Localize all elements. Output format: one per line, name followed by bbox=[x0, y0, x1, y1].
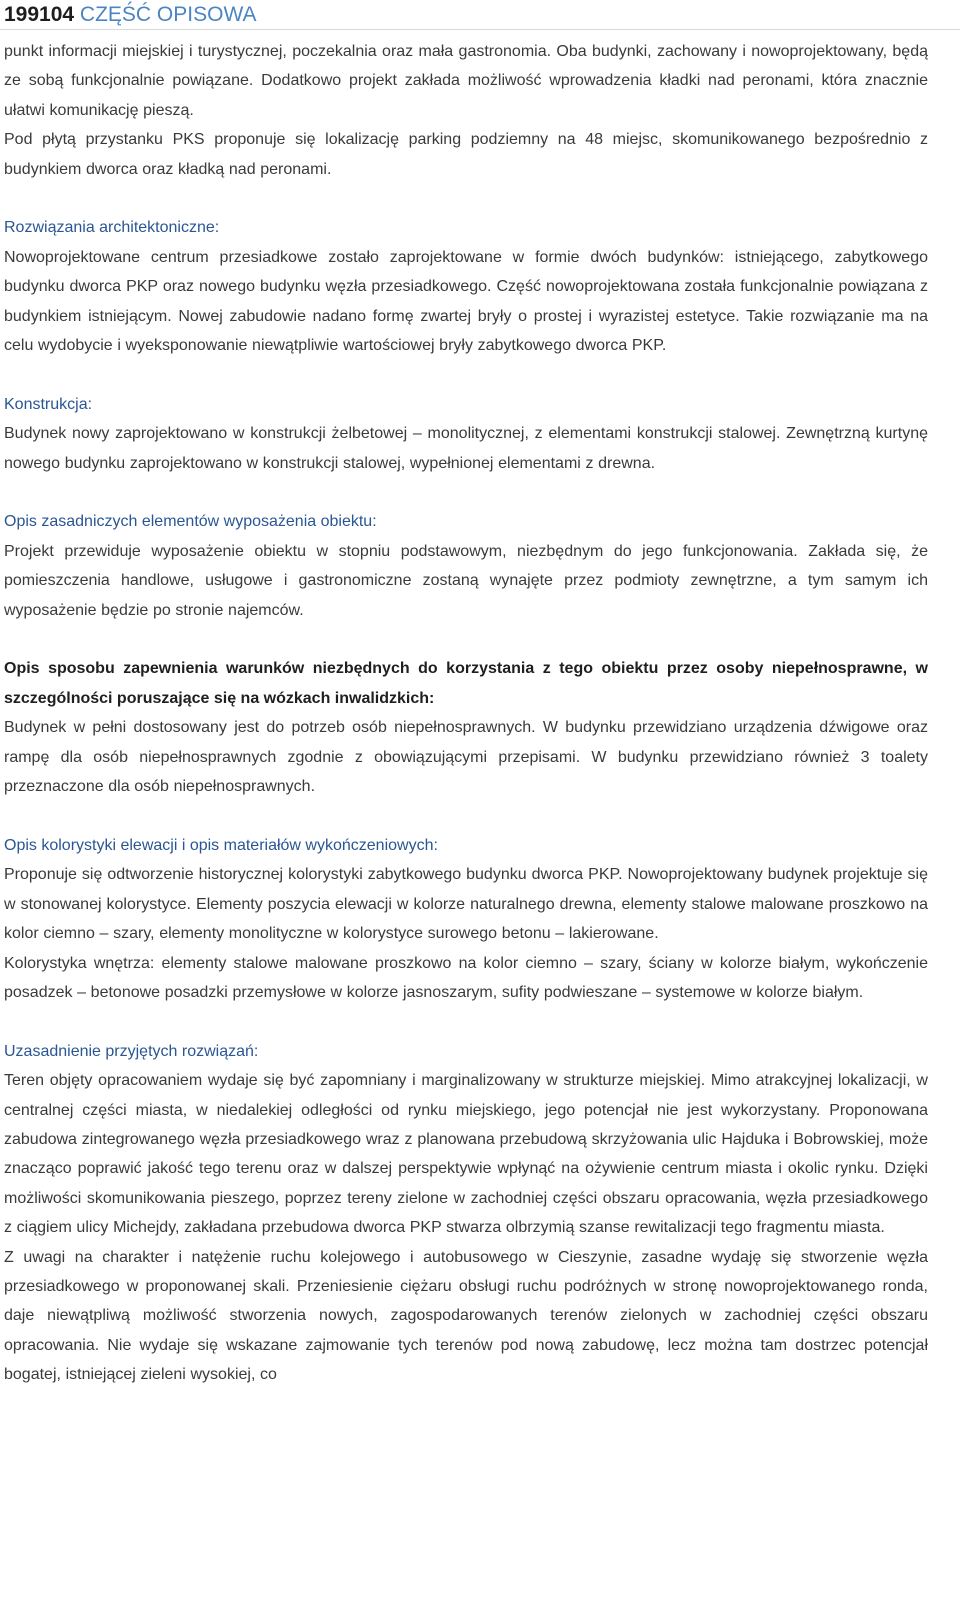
document-section-title: CZĘŚĆ OPISOWA bbox=[79, 3, 257, 26]
section-heading-accessibility: Opis sposobu zapewnienia warunków niezbędnych do korzystania z tego obiektu przez osoby niepełnosprawne, w szczególności poruszające się na wózkach inwalidzkich: bbox=[4, 660, 928, 707]
section-heading-justification: Uzasadnienie przyjętych rozwiązań: bbox=[4, 1042, 259, 1060]
intro-paragraph-1: punkt informacji miejskiej i turystycznej, poczekalnia oraz mała gastronomia. Oba budynki, zachowany i nowoprojektowany, będą ze sobą funkcjonalnie powiązane. Dodatkowo projekt zakłada możliwość wprowadzenia kładki nad peronami, która znacznie ułatwi komunikację pieszą. bbox=[4, 43, 928, 119]
spacer bbox=[4, 184, 928, 213]
section-text-colors-interior: Kolorystyka wnętrza: elementy stalowe malowane proszkowo na kolor ciemno – szary, ściany w kolorze białym, wykończenie posadzek – betonowe posadzki przemysłowe w kolorze jasnoszarym, sufity podwieszane – systemowe w kolorze białym. bbox=[4, 954, 928, 1001]
section-text-accessibility: Budynek w pełni dostosowany jest do potrzeb osób niepełnosprawnych. W budynku przewidziano urządzenia dźwigowe oraz rampę dla osób niepełnosprawnych zgodnie z obowiązującymi przepisami. W budynku przewidziano również 3 toalety przeznaczone dla osób niepełnosprawnych. bbox=[4, 719, 928, 796]
spacer bbox=[4, 478, 928, 507]
intro-paragraph-2: Pod płytą przystanku PKS proponuje się lokalizację parking podziemny na 48 miejsc, skomunikowanego bezpośrednio z budynkiem dworca oraz kładką nad peronami. bbox=[4, 131, 928, 178]
spacer bbox=[4, 625, 928, 654]
section-text-construction: Budynek nowy zaprojektowano w konstrukcji żelbetowej – monolitycznej, z elementami konstrukcji stalowej. Zewnętrzną kurtynę nowego budynku zaprojektowano w konstrukcji stalowej, wypełnionej elementami z drewna. bbox=[4, 425, 928, 472]
document-body bbox=[4, 37, 928, 1390]
section-heading-equipment: Opis zasadniczych elementów wyposażenia obiektu: bbox=[4, 513, 377, 531]
section-heading-architecture: Rozwiązania architektoniczne: bbox=[4, 219, 220, 237]
spacer bbox=[4, 802, 928, 831]
section-heading-colors: Opis kolorystyki elewacji i opis materiałów wykończeniowych: bbox=[4, 836, 438, 854]
section-heading-construction: Konstrukcja: bbox=[4, 395, 93, 413]
page-header bbox=[4, 2, 257, 28]
section-text-architecture: Nowoprojektowane centrum przesiadkowe zostało zaprojektowane w formie dwóch budynków: istniejącego, zabytkowego budynku dworca PKP oraz nowego budynku węzła przesiadkowego. Część nowoprojektowana została funkcjonalnie powiązana z budynkiem istniejącym. Nowej zabudowie nadano formę zwartej bryły o prostej i wyrazistej estetyce. Takie rozwiązanie ma na celu wydobycie i wyeksponowanie niewątpliwie wartościowej bryły zabytkowego dworca PKP. bbox=[4, 248, 928, 355]
section-text-equipment: Projekt przewiduje wyposażenie obiektu w stopniu podstawowym, niezbędnym do jego funkcjonowania. Zakłada się, że pomieszczenia handlowe, usługowe i gastronomiczne zostaną wynajęte przez podmioty zewnętrzne, a tym samym ich wyposażenie będzie po stronie najemców. bbox=[4, 542, 928, 619]
spacer bbox=[4, 360, 928, 389]
spacer bbox=[4, 1007, 928, 1036]
section-text-colors-exterior: Proponuje się odtworzenie historycznej kolorystyki zabytkowego budynku dworca PKP. Nowoprojektowany budynek projektuje się w stonowanej kolorystyce. Elementy poszycia elewacji w kolorze naturalnego drewna, elementy stalowe malowane proszkowo na kolor ciemno – szary, elementy monolityczne w kolorystyce surowego betonu – lakierowane. bbox=[4, 866, 928, 943]
section-text-justification-1: Teren objęty opracowaniem wydaje się być zapomniany i marginalizowany w strukturze miejskiej. Mimo atrakcyjnej lokalizacji, w centralnej części miasta, w niedalekiej odległości od rynku miejskiego, jego potencjał nie jest wykorzystany. Proponowana zabudowa zintegrowanego węzła przesiadkowego wraz z planowana przebudową skrzyżowania ulic Hajduka i Bobrowskiej, może znacząco poprawić jakość tego terenu oraz w dalszej perspektywie wpłynąć na ożywienie centrum miasta i okolic rynku. Dzięki możliwości skomunikowania pieszego, poprzez tereny zielone w zachodniej części obszaru opracowania, węzła przesiadkowego z ciągiem ulicy Michejdy, zakładana przebudowa dworca PKP stwarza olbrzymią szanse rewitalizacji tego fragmentu miasta. bbox=[4, 1072, 928, 1237]
document-number: 199104 bbox=[4, 3, 75, 26]
section-text-justification-2: Z uwagi na charakter i natężenie ruchu kolejowego i autobusowego w Cieszynie, zasadne wydaję się stworzenie węzła przesiadkowego w proponowanej skali. Przeniesienie ciężaru obsługi ruchu podróżnych w stronę nowoprojektowanego ronda, daje niewątpliwą możliwość stworzenia nowych, zagospodarowanych terenów zielonych w zachodniej części obszaru opracowania. Nie wydaje się wskazane zajmowanie tych terenów pod nową zabudowę, lecz można tam dostrzec potencjał bogatej, istniejącej zieleni wysokiej, co bbox=[4, 1248, 928, 1384]
